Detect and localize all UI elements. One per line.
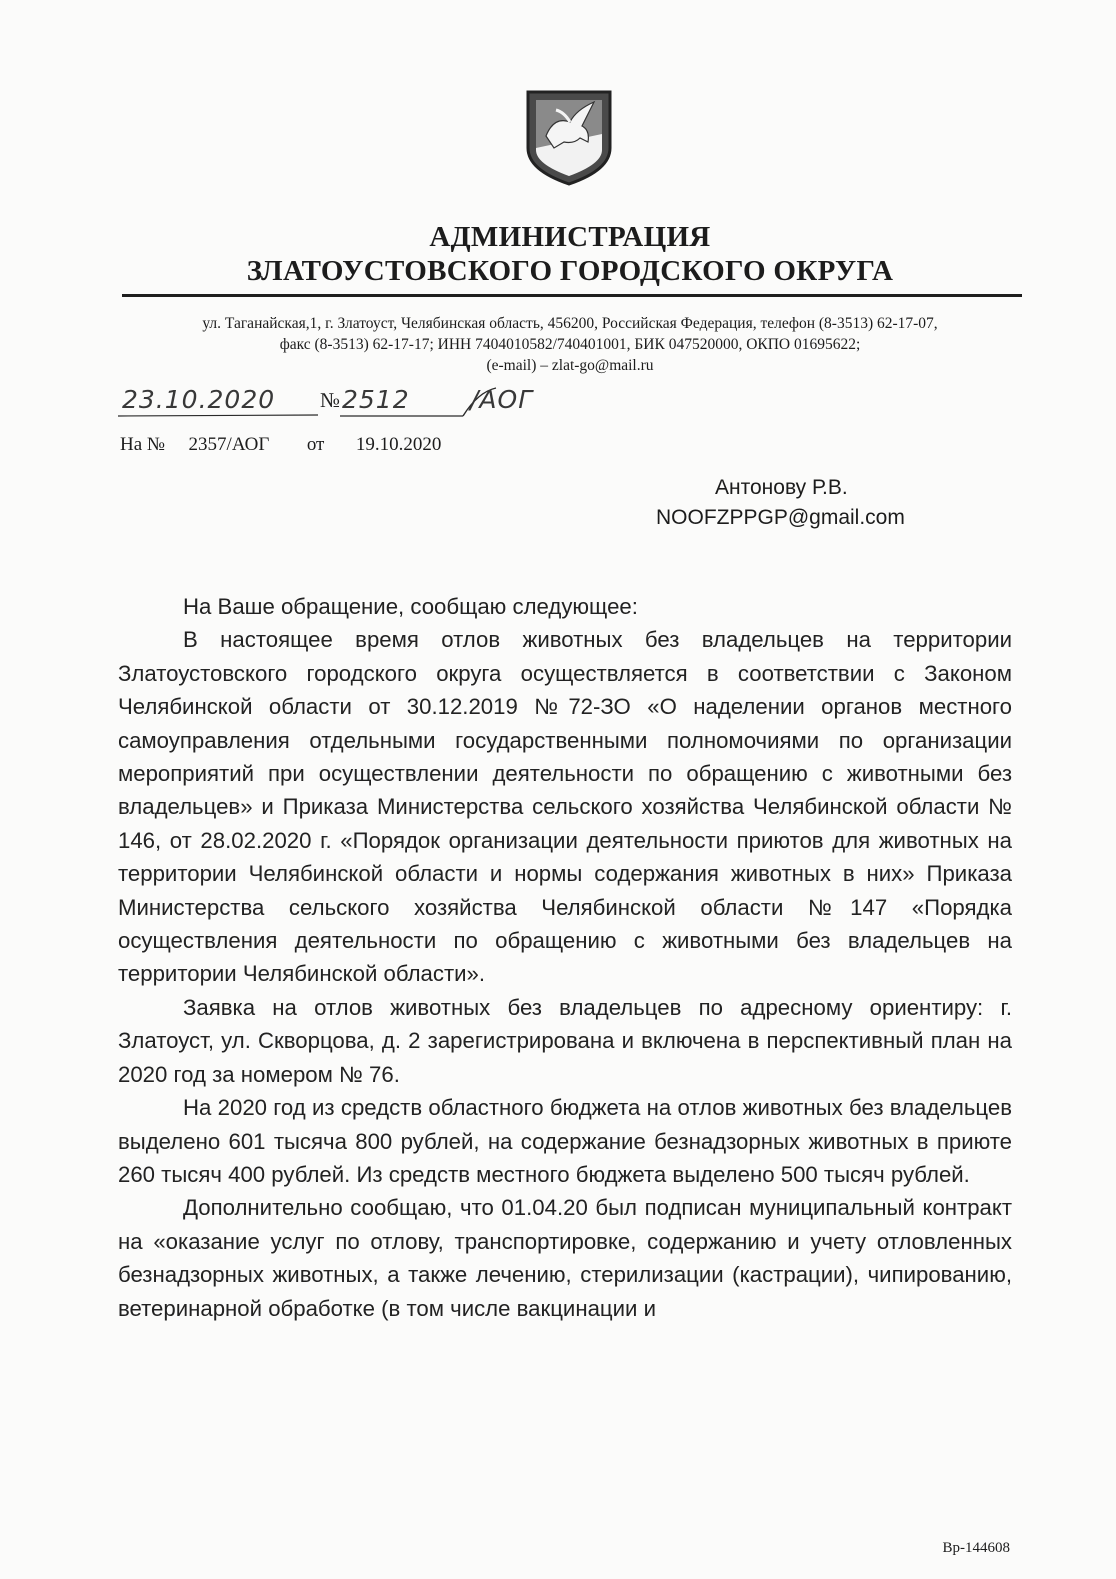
outgoing-number-suffix: /АОГ: [470, 385, 534, 414]
header-divider: [122, 294, 1022, 297]
reference-from-label: от: [306, 434, 325, 455]
body-paragraph: Дополнительно сообщаю, что 01.04.20 был подписан муниципальный контракт на «оказание услуг по отлову, транспортировке, содержанию и учету отловленных безнадзорных животных, а также лечению, стерилизации (кастрации), чипированию, ветеринарной обработке (в том числе вакцинации и: [118, 1195, 1012, 1321]
body-paragraph: На 2020 год из средств областного бюджета на отлов животных без владельцев выделено 601 тысяча 800 рублей, на содержание безнадзорных животных в приюте 260 тысяч 400 рублей. Из средств местного бюджета выделено 500 тысяч рублей.: [118, 1095, 1012, 1187]
reference-line: [120, 434, 441, 456]
body-paragraph: Заявка на отлов животных без владельцев по адресному ориентиру: г. Златоуст, ул. Скворцова, д. 2 зарегистрирована и включена в перспективный план на 2020 год за номером № 76.: [118, 994, 1012, 1087]
reference-prefix: На №: [120, 434, 166, 455]
organization-title-line1: АДМИНИСТРАЦИЯ: [429, 221, 711, 253]
addressee-email: NOOFZPPGP@gmail.com: [656, 506, 905, 529]
reference-date: 19.10.2020: [355, 434, 442, 455]
outgoing-number: 2512: [342, 385, 410, 414]
city-emblem-icon: [524, 88, 614, 186]
reference-number: 2357/АОГ: [188, 434, 270, 455]
letter-body: [118, 590, 1012, 1325]
organization-title-line2: ЗЛАТОУСТОВСКОГО ГОРОДСКОГО ОКРУГА: [246, 255, 894, 287]
outgoing-date: 23.10.2020: [122, 385, 276, 414]
body-paragraph: На Ваше обращение, сообщаю следующее:: [183, 594, 638, 619]
address-line2: факс (8-3513) 62-17-17; ИНН 7404010582/740401001, БИК 047520000, ОКПО 01695622;: [279, 336, 861, 353]
addressee-name: Антонову Р.В.: [715, 476, 848, 499]
body-paragraph: В настоящее время отлов животных без владельцев на территории Златоустовского городского округа осуществляется в соответствии с Законом Челябинской области от 30.12.2019 №72-ЗО «О наделении органов местного самоуправления отдельными государственными полномочиями по организации мероприятий при осуществлении деятельности по обращению с животными без владельцев» и Приказа Министерства сельского хозяйства Челябинской области № 146, от 28.02.2020 г. «Порядок организации деятельности приютов для животных на территории Челябинской области и нормы содержания животных в них» Приказа Министерства сельского хозяйства Челябинской области №147 «Порядка осуществления деятельности по обращению с животными без владельцев на территории Челябинской области».: [118, 627, 1012, 987]
document-code: Вр-144608: [942, 1540, 1010, 1556]
address-line3-email: (e-mail) – zlat-go@mail.ru: [486, 357, 654, 374]
address-line1: ул. Таганайская,1, г. Златоуст, Челябинская область, 456200, Российская Федерация, телефон (8-3513) 62-17-07,: [202, 315, 938, 332]
outgoing-number-sign: №: [320, 388, 341, 412]
